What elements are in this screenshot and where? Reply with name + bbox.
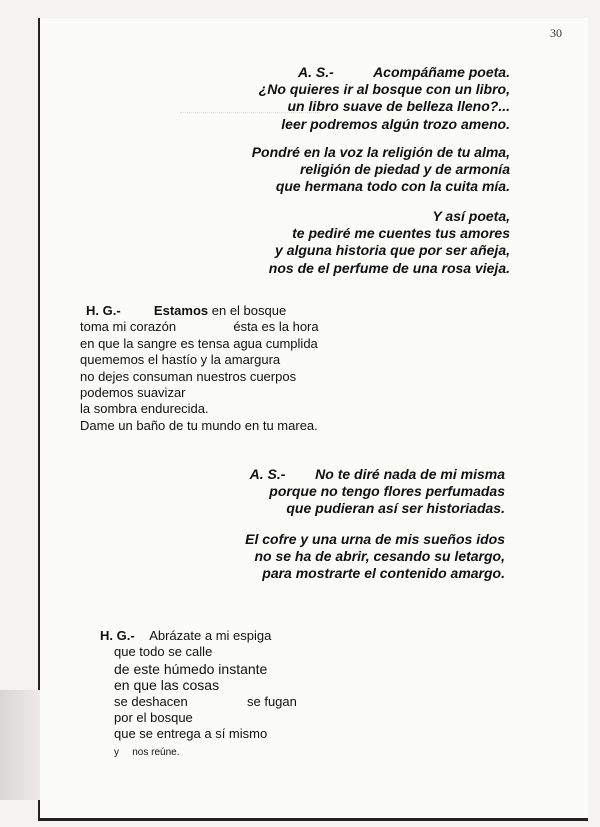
verse-line: porque no tengo flores perfumadas (269, 483, 505, 500)
verse-line: que todo se calle (114, 644, 213, 660)
verse-word: en el bosque (211, 303, 287, 318)
verse-line: no dejes consuman nuestros cuerpos (80, 368, 297, 384)
verse-line: ¿No quieres ir al bosque con un libro, (258, 81, 510, 98)
speaker-label: H. G.- (86, 303, 121, 318)
verse-line: en que las cosas (114, 677, 220, 694)
verse-line: que hermana todo con la cuita mía. (275, 178, 510, 195)
verse-word: se fugan (246, 693, 297, 709)
stanza-6 (245, 531, 505, 583)
verse-line: no se ha de abrir, cesando su letargo, (254, 548, 505, 565)
verse-word: Estamos (153, 303, 209, 318)
verse-line: religión de piedad y de armonía (299, 161, 510, 178)
verse-line (80, 319, 319, 335)
stanza-7 (100, 628, 297, 761)
stanza-2 (252, 144, 510, 196)
verse-line: te pediré me cuentes tus amores (292, 225, 510, 242)
stanza-3 (269, 208, 510, 277)
verse-word: toma mi corazón (80, 319, 177, 335)
verse-line: Y así poeta, (432, 208, 510, 224)
verse-line: No te diré nada de mi misma (315, 466, 505, 482)
verse-line: Acompáñame poeta. (373, 64, 510, 80)
stanza-7-first-line (100, 628, 297, 644)
verse-line: y alguna historia que por ser añeja, (275, 242, 510, 259)
verse-word: y (114, 746, 119, 758)
verse-word: Abrázate a mi espiga (149, 628, 272, 643)
verse-line (100, 694, 297, 710)
scan-shadow (0, 690, 40, 800)
stanza-1 (259, 64, 510, 133)
stanza-4 (80, 303, 319, 434)
verse-word: nos reúne. (132, 746, 180, 758)
verse-line: un libro suave de belleza lleno?... (287, 98, 510, 115)
stanza-5 (250, 466, 505, 518)
verse-line: Pondré en la voz la religión de tu alma, (251, 144, 510, 160)
verse-line: la sombra endurecida. (80, 401, 209, 417)
stanza-1-first-line (259, 64, 510, 81)
verse-line: que se entrega a sí mismo (114, 726, 268, 742)
verse-line: por el bosque (114, 710, 193, 726)
stanza-5-first-line (250, 466, 505, 483)
verse-word: se deshacen (114, 693, 188, 709)
page-number: 30 (550, 26, 562, 40)
verse-line: de este húmedo instante (114, 660, 268, 677)
verse-line: quememos el hastío y la amargura (80, 352, 281, 368)
speaker-label: A. S.- (298, 64, 334, 80)
verse-line: para mostrarte el contenido amargo. (262, 565, 505, 582)
verse-line: Dame un baño de tu mundo en tu marea. (80, 417, 318, 433)
verse-line: en que la sangre es tensa agua cumplida (80, 335, 318, 351)
speaker-label: H. G.- (100, 628, 135, 643)
verse-line: El cofre y una urna de mis sueños idos (245, 531, 505, 547)
verse-line: nos de el perfume de una rosa vieja. (268, 259, 510, 276)
verse-line (100, 743, 297, 761)
verse-line: podemos suavizar (80, 385, 186, 401)
verse-line: leer podremos algún trozo ameno. (281, 115, 510, 132)
stanza-4-first-line (80, 303, 319, 319)
speaker-label: A. S.- (249, 466, 286, 482)
verse-word: ésta es la hora (233, 319, 319, 335)
verse-line: que pudieran así ser historiadas. (286, 500, 505, 517)
